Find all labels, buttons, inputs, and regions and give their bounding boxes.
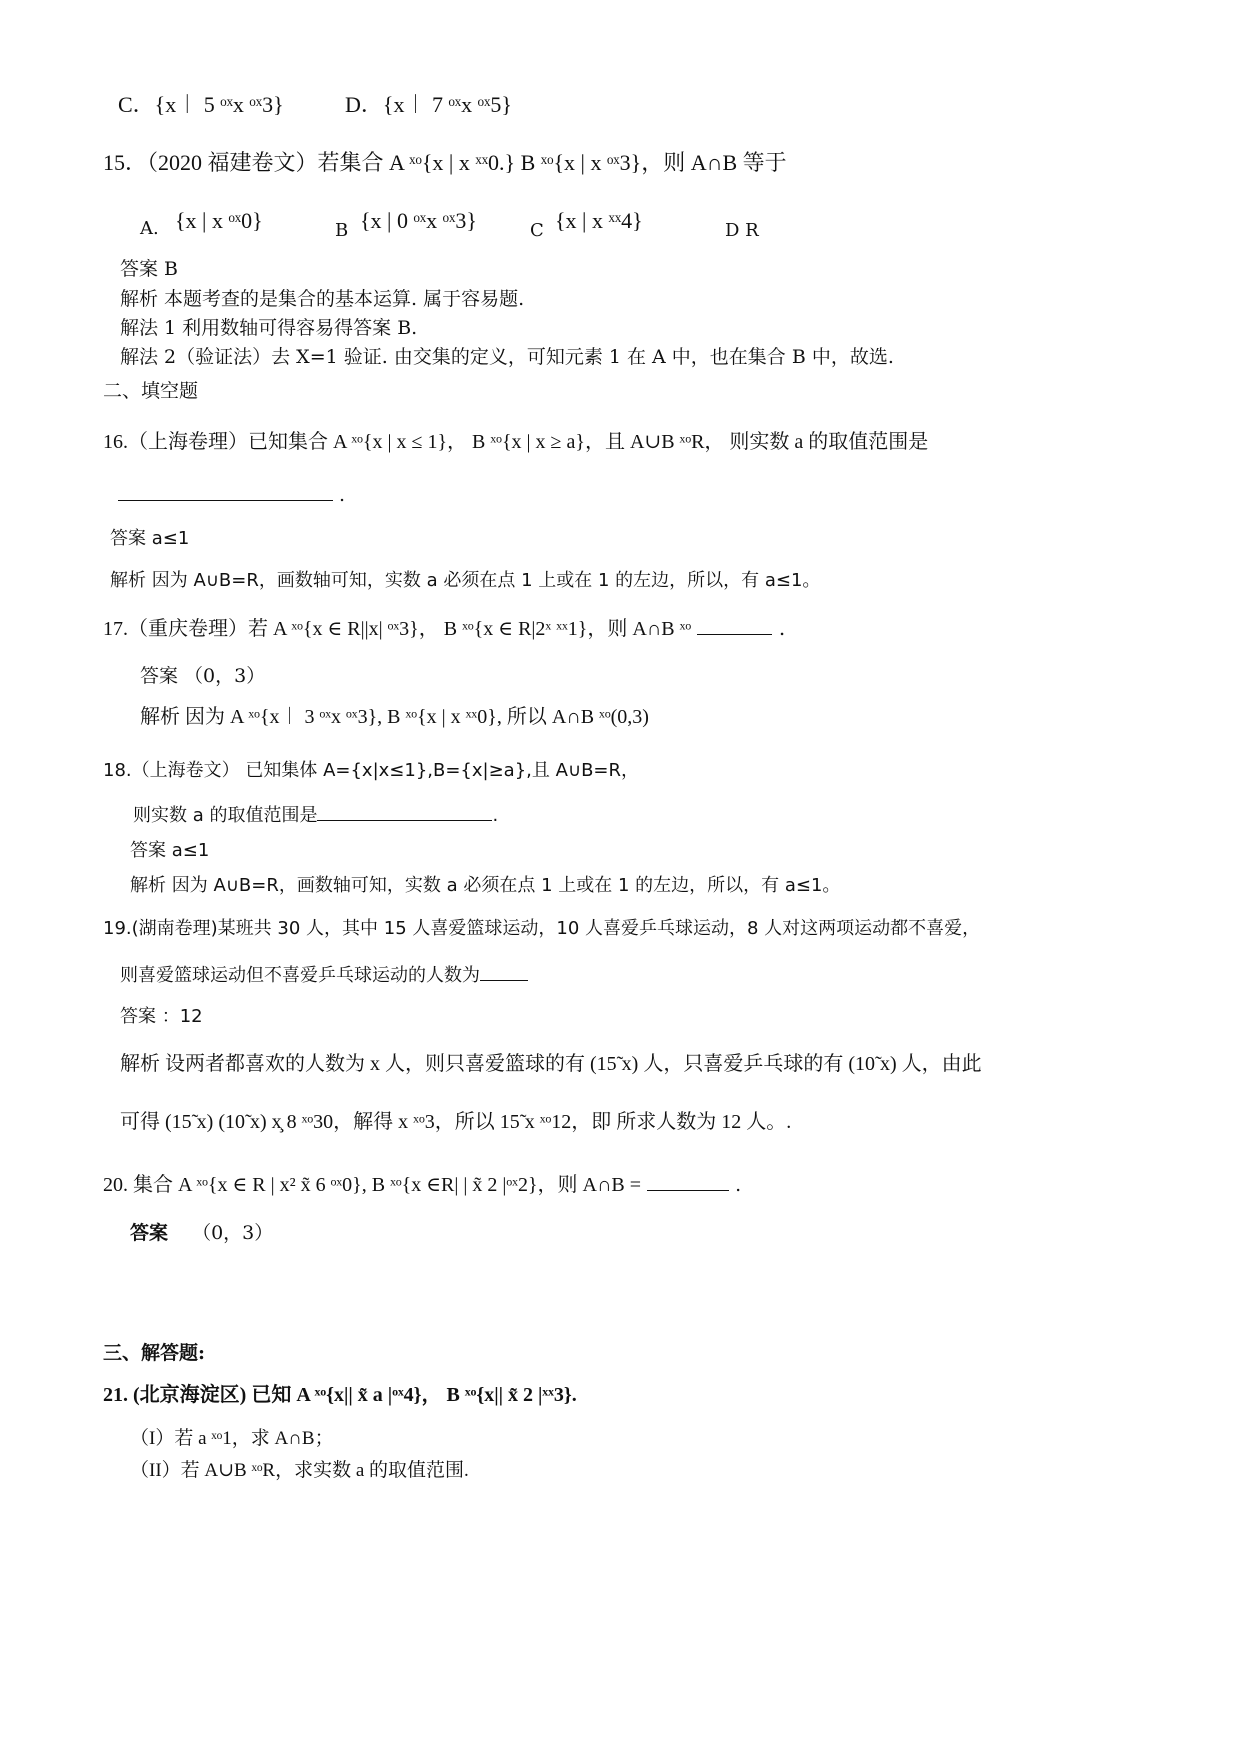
q19-stem: 19.(湖南卷理)某班共 30 人，其中 15 人喜爱篮球运动，10 人喜爱乒乓球运动，8 人对这两项运动都不喜爱， <box>103 918 981 939</box>
q20-stem-line <box>103 1172 741 1197</box>
q15-option-b: {x | 0 ᵒˣx ᵒˣ3} <box>360 208 477 233</box>
q16-answer-blank <box>118 482 333 501</box>
q17-stem-line <box>103 616 785 641</box>
q18-stem: 18.（上海卷文） 已知集体 A={x|x≤1},B={x|≥a},且 A∪B=R， <box>103 760 640 781</box>
q16-stem: 16.（上海卷理）已知集合 A ˣᵒ{x | x ≤ 1}， B ˣᵒ{x | x ≥ a}，且 A∪B ˣᵒR， 则实数 a 的取值范围是 <box>103 431 929 453</box>
q17-stem: 17.（重庆卷理）若 A ˣᵒ{x ∈ R||x| ᵒˣ3}， B ˣᵒ{x ∈ R|2ˣ ˣˣ1}，则 A∩B ˣᵒ <box>103 618 692 640</box>
q15-option-c-label: C <box>530 220 544 241</box>
q15-analysis: 解析 本题考查的是集合的基本运算. 属于容易题. <box>120 288 525 310</box>
q17-analysis: 解析 因为 A ˣᵒ{x︱ 3 ᵒˣx ᵒˣ3}, B ˣᵒ{x | x ˣˣ0}, 所以 A∩B ˣᵒ(0,3) <box>140 706 649 728</box>
q19-answer-blank <box>480 962 528 981</box>
q14-option-c: C．{x︱ 5 ᵒˣx ᵒˣ3} <box>118 92 284 117</box>
q18-answer: 答案 a≤1 <box>130 840 210 861</box>
q17-answer: 答案 （0，3） <box>140 665 266 687</box>
q21-stem: 21. (北京海淀区) 已知 A ˣᵒ{x|| x̃ a |ᵒˣ4}， B ˣᵒ{x|| x̃ 2 |ˣˣ3}. <box>103 1384 577 1406</box>
q15-option-d: D R <box>725 220 759 241</box>
q21-part-1: （I）若 a ˣᵒ1，求 A∩B； <box>130 1428 334 1449</box>
q17-tail: . <box>778 616 786 640</box>
q16-analysis: 解析 因为 A∪B=R，画数轴可知，实数 a 必须在点 1 上或在 1 的左边，所以，有 a≤1。 <box>110 570 821 591</box>
q18-answer-blank <box>317 802 492 821</box>
q15-option-c: {x | x ˣˣ4} <box>555 208 643 233</box>
q18-line-2 <box>133 802 498 827</box>
q14-option-d: D．{x︱ 7 ᵒˣx ᵒˣ5} <box>345 92 512 117</box>
q20-answer <box>130 1222 273 1245</box>
q15-method-2: 解法 2（验证法）去 X=1 验证. 由交集的定义，可知元素 1 在 A 中，也在集合 B 中，故选. <box>120 346 894 368</box>
q19-analysis-1: 解析 设两者都喜欢的人数为 x 人，则只喜爱篮球的有 (15̃ x) 人，只喜爱乒乓球的有 (10̃ x) 人，由此 <box>120 1053 982 1075</box>
q21-part-2: （II）若 A∪B ˣᵒR，求实数 a 的取值范围. <box>130 1460 469 1481</box>
q15-method-1: 解法 1 利用数轴可得容易得答案 B. <box>120 317 418 339</box>
q16-tail: . <box>339 484 346 506</box>
q20-tail: . <box>735 1174 742 1196</box>
q20-stem: 20. 集合 A ˣᵒ{x ∈ R | x² x̃ 6 ᵒˣ0}, B ˣᵒ{x ∈R| | x̃ 2 |ᵒˣ2}，则 A∩B = <box>103 1174 642 1196</box>
q16-answer-line <box>118 482 345 507</box>
q19-answer: 答案 ：12 <box>120 1006 203 1027</box>
section-fill-in-heading: 二、填空题 <box>103 380 199 402</box>
q18-line-2-text: 则实数 a 的取值范围是 <box>133 805 318 826</box>
q15-option-a-label: A. <box>140 218 159 239</box>
q16-answer: 答案 a≤1 <box>110 528 190 549</box>
q18-tail: . <box>492 805 499 826</box>
q15-answer: 答案 B <box>120 258 179 280</box>
q20-answer-label: 答案 <box>130 1222 169 1244</box>
q19-analysis-2: 可得 (15̃ x) (10̃ x) x̧ 8 ˣᵒ30，解得 x ˣᵒ3，所以 15̃ x ˣᵒ12，即 所求人数为 12 人。. <box>120 1111 792 1133</box>
q19-line-2 <box>120 962 528 987</box>
q19-line-2-text: 则喜爱篮球运动但不喜爱乒乓球运动的人数为 <box>120 965 480 986</box>
q17-answer-blank <box>697 616 772 635</box>
q20-answer-value: （0，3） <box>192 1222 274 1244</box>
section-solution-heading: 三、解答题: <box>103 1342 206 1364</box>
q20-answer-blank <box>647 1172 729 1191</box>
q18-analysis: 解析 因为 A∪B=R，画数轴可知，实数 a 必须在点 1 上或在 1 的左边，所以，有 a≤1。 <box>130 875 841 896</box>
q15-stem: 15．（2020 福建卷文）若集合 A ˣᵒ{x | x ˣˣ0.} B ˣᵒ{x | x ᵒˣ3}，则 A∩B 等于 <box>103 150 787 175</box>
q15-option-b-label: B <box>335 220 349 241</box>
q15-option-a: {x | x ᵒˣ0} <box>175 208 263 233</box>
